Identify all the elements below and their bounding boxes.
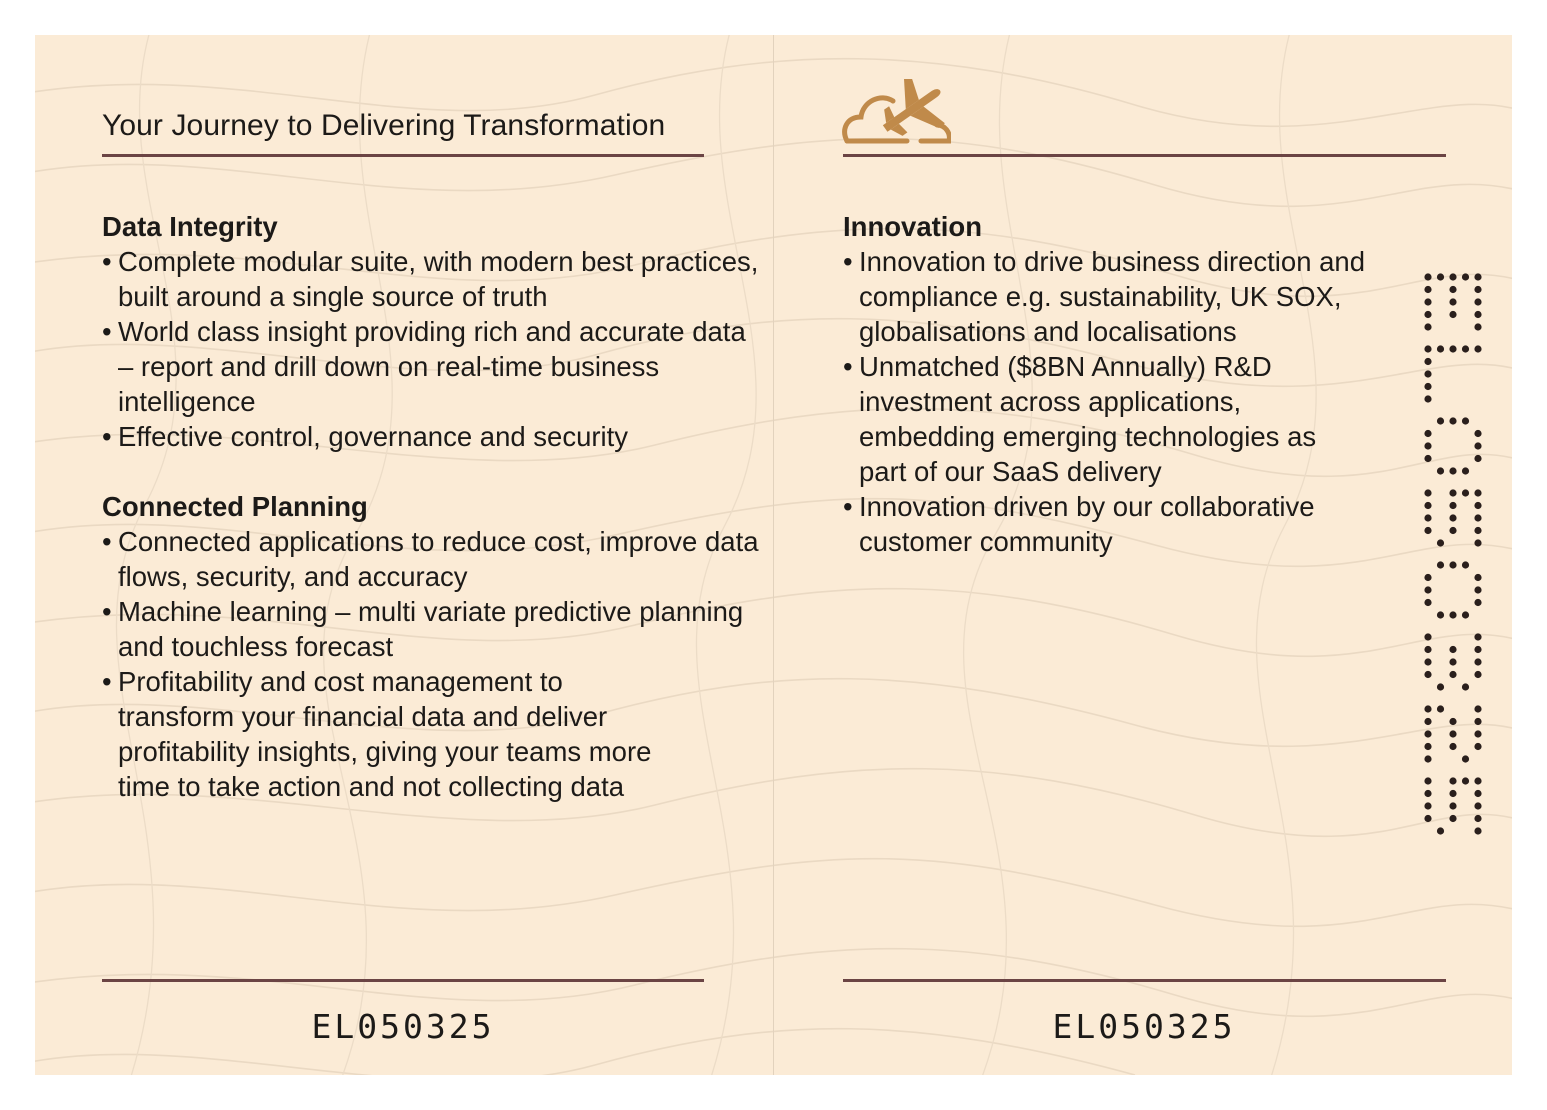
perforation-dot [1462,273,1469,280]
perforation-dot [1437,273,1444,280]
perforation-dot [1449,417,1456,424]
perforation-dot [1474,718,1481,725]
perforation-dot [1462,489,1469,496]
perforation-dot [1449,286,1456,293]
perforation-dot [1424,755,1431,762]
perforation-dot [1449,514,1456,521]
perforation-dot [1474,802,1481,809]
perforation-dot [1437,539,1444,546]
perforation-dot [1424,514,1431,521]
perforation-dot [1474,539,1481,546]
perforation-dot [1449,777,1456,784]
list-item: • World class insight providing rich and accurate data – report and drill down on real-time business intelligence [102,316,746,417]
perforation-dot [1449,743,1456,750]
perforation-dot [1424,586,1431,593]
perforation-dot [1474,671,1481,678]
perforation-dot [1474,815,1481,822]
perforation-dot [1474,442,1481,449]
perforation-dot [1424,718,1431,725]
perforation-dot [1449,502,1456,509]
perforation-dot [1449,298,1456,305]
perforation-dot [1462,777,1469,784]
perforation-dot [1474,514,1481,521]
section-heading-innovation: Innovation [843,211,983,242]
perforation-dot [1424,658,1431,665]
perforation-dot [1462,417,1469,424]
title-divider [102,154,704,157]
perforation-dot [1424,815,1431,822]
perforation-dot [1424,430,1431,437]
perforation-dot [1424,646,1431,653]
serial-number: EL050325 [1052,1007,1236,1046]
perforation-dot [1474,633,1481,640]
perforation-dot [1449,467,1456,474]
list-item: • Innovation to drive business direction and compliance e.g. sustainability, UK SOX, globalisations and localisations [843,246,1366,347]
perforation-dot [1474,777,1481,784]
perforation-dot [1437,561,1444,568]
list-item: • Innovation driven by our collaborative customer community [843,491,1315,557]
perforation-dot [1424,574,1431,581]
perforation-dot [1437,467,1444,474]
cloud-airplane-icon [841,79,951,149]
perforation-dot [1474,345,1481,352]
logo-divider [843,154,1446,157]
list-item: • Profitability and cost management to transform your financial data and deliver profitability insights, giving your teams more time to take action and not collecting data [102,666,652,802]
perforation-dot [1424,599,1431,606]
perforation-dot [1424,671,1431,678]
perforation-dot [1449,671,1456,678]
perforation-dot [1474,599,1481,606]
perforation-dot [1424,273,1431,280]
perforation-dot [1449,790,1456,797]
perforation-dot [1437,417,1444,424]
perforation-dot [1474,705,1481,712]
list-item: • Unmatched ($8BN Annually) R&D investment across applications, embedding emerging technologies as part of our SaaS delivery [843,351,1317,487]
connected-planning-list [102,524,762,804]
perforation-dot [1437,705,1444,712]
list-item: • Complete modular suite, with modern best practices, built around a single source of truth [102,246,759,312]
perforation-dot [1424,358,1431,365]
passport-spread [35,35,1512,1075]
perforation-dot [1424,455,1431,462]
perforation-dot [1449,646,1456,653]
section-heading-connected-planning: Connected Planning [102,491,368,522]
perforation-dot [1449,658,1456,665]
perforation-dot [1474,273,1481,280]
perforation-dot [1474,574,1481,581]
perforation-dot [1474,502,1481,509]
perforation-dot [1474,827,1481,834]
perforation-dot [1449,489,1456,496]
right-content [843,209,1383,559]
innovation-list [843,244,1383,559]
perforation-dot [1449,815,1456,822]
perforation-dot [1474,790,1481,797]
perforation-dot [1449,527,1456,534]
perforation-dot [1474,658,1481,665]
left-content [102,209,762,804]
perforation-dot [1462,467,1469,474]
list-item: • Machine learning – multi variate predictive planning and touchless forecast [102,596,744,662]
perforation-dot [1424,311,1431,318]
perforation-dot [1474,527,1481,534]
perforation-dot [1449,345,1456,352]
perforation-dot [1424,489,1431,496]
perforation-dot [1424,370,1431,377]
perforation-dot [1424,502,1431,509]
perforation-dot [1474,430,1481,437]
perforation-dot [1424,705,1431,712]
perforation-dot [1474,743,1481,750]
list-item: • Connected applications to reduce cost, improve data flows, security, and accuracy [102,526,759,592]
perforation-dot [1462,611,1469,618]
perforation-dot [1437,827,1444,834]
perforation-dot [1474,286,1481,293]
perforation-dot [1462,561,1469,568]
perforation-dot [1424,790,1431,797]
perforation-dot [1462,345,1469,352]
perforated-serial [1420,269,1490,839]
perforation-dot [1424,442,1431,449]
perforation-dot [1462,755,1469,762]
perforation-dot [1424,802,1431,809]
perforation-dot [1474,489,1481,496]
perforation-dot [1424,345,1431,352]
perforation-dot [1474,646,1481,653]
perforation-dot [1449,802,1456,809]
perforation-dot [1424,383,1431,390]
footer-divider [102,979,704,982]
perforation-dot [1474,323,1481,330]
perforation-dot [1449,718,1456,725]
perforation-dot [1474,311,1481,318]
perforation-dot [1449,311,1456,318]
perforation-dot [1424,323,1431,330]
perforation-dot [1424,286,1431,293]
perforation-dot [1424,633,1431,640]
perforation-dot [1424,743,1431,750]
perforation-dot [1449,730,1456,737]
perforation-dot [1474,586,1481,593]
data-integrity-list [102,244,762,454]
perforation-dot [1437,611,1444,618]
perforation-dot [1449,561,1456,568]
list-item: • Effective control, governance and security [102,421,629,452]
perforation-dot [1424,777,1431,784]
perforation-dot [1424,730,1431,737]
perforation-dot [1449,273,1456,280]
perforation-dot [1437,345,1444,352]
perforation-dot [1424,298,1431,305]
page-title: Your Journey to Delivering Transformation [102,109,666,142]
footer-divider [843,979,1446,982]
perforation-dot [1474,455,1481,462]
perforation-dot [1437,683,1444,690]
perforation-dot [1474,730,1481,737]
perforation-dot [1424,395,1431,402]
perforation-dot [1462,683,1469,690]
perforation-dot [1424,527,1431,534]
section-heading-data-integrity: Data Integrity [102,211,278,242]
perforation-dot [1474,298,1481,305]
serial-number: EL050325 [311,1007,495,1046]
page-fold [773,35,774,1075]
perforation-dot [1449,611,1456,618]
